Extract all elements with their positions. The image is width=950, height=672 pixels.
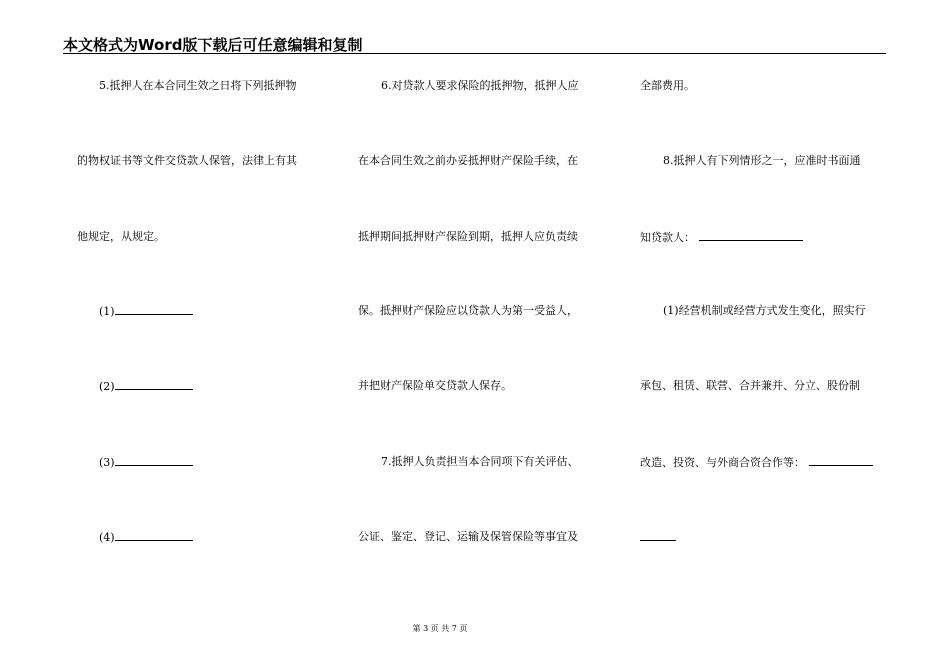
col3-line-5: 承包、租赁、联营、合并兼并、分立、股份制: [640, 379, 860, 392]
col3-line-2: 8.抵押人有下列情形之一，应准时书面通: [663, 154, 861, 167]
col1-item-3: [99, 455, 193, 470]
col2-line-6: 7.抵押人负责担当本合同项下有关评估、: [381, 455, 579, 468]
col2-line-4: 保。抵押财产保险应以贷款人为第一受益人，: [358, 304, 578, 317]
blank-fill-line: [115, 304, 193, 315]
col2-line-1: 6.对贷款人要求保险的抵押物，抵押人应: [381, 79, 579, 92]
col1-item-2: [99, 379, 193, 394]
line-text: 知贷款人：: [640, 231, 695, 244]
blank-fill-line: [115, 455, 193, 466]
page-number-footer: 第 3 页 共 7 页: [412, 624, 468, 633]
blank-fill-line: [115, 379, 193, 390]
col3-line-3: [640, 230, 803, 245]
col2-line-7: 公证、鉴定、登记、运输及保管保险等事宜及: [358, 530, 578, 543]
col3-line-1: 全部费用。: [640, 79, 695, 92]
col1-line-3: 他规定，从规定。: [77, 230, 165, 243]
item-number: (2): [99, 380, 115, 393]
col1-line-2: 的物权证书等文件交贷款人保管，法律上有其: [77, 154, 297, 167]
blank-fill-line: [640, 530, 676, 541]
blank-fill-line: [115, 530, 193, 541]
line-text: 改造、投资、与外商合资合作等：: [640, 456, 805, 469]
col3-line-6: [640, 455, 873, 470]
header-divider: [63, 53, 886, 54]
col1-item-1: [99, 304, 193, 319]
item-number: (1): [99, 305, 115, 318]
blank-fill-line: [809, 455, 873, 466]
col3-line-7: [640, 530, 676, 545]
document-header-title: 本文格式为Word版下载后可任意编辑和复制: [63, 36, 363, 54]
col2-line-5: 并把财产保险单交贷款人保存。: [358, 379, 512, 392]
item-number: (4): [99, 531, 115, 544]
col3-line-4: (1)经营机制或经营方式发生变化，照实行: [663, 304, 866, 317]
col2-line-2: 在本合同生效之前办妥抵押财产保险手续，在: [358, 154, 578, 167]
col1-item-4: [99, 530, 193, 545]
blank-fill-line: [699, 230, 803, 241]
col1-line-1: 5.抵押人在本合同生效之日将下列抵押物: [99, 79, 297, 92]
item-number: (3): [99, 456, 115, 469]
col2-line-3: 抵押期间抵押财产保险到期，抵押人应负责续: [358, 230, 578, 243]
